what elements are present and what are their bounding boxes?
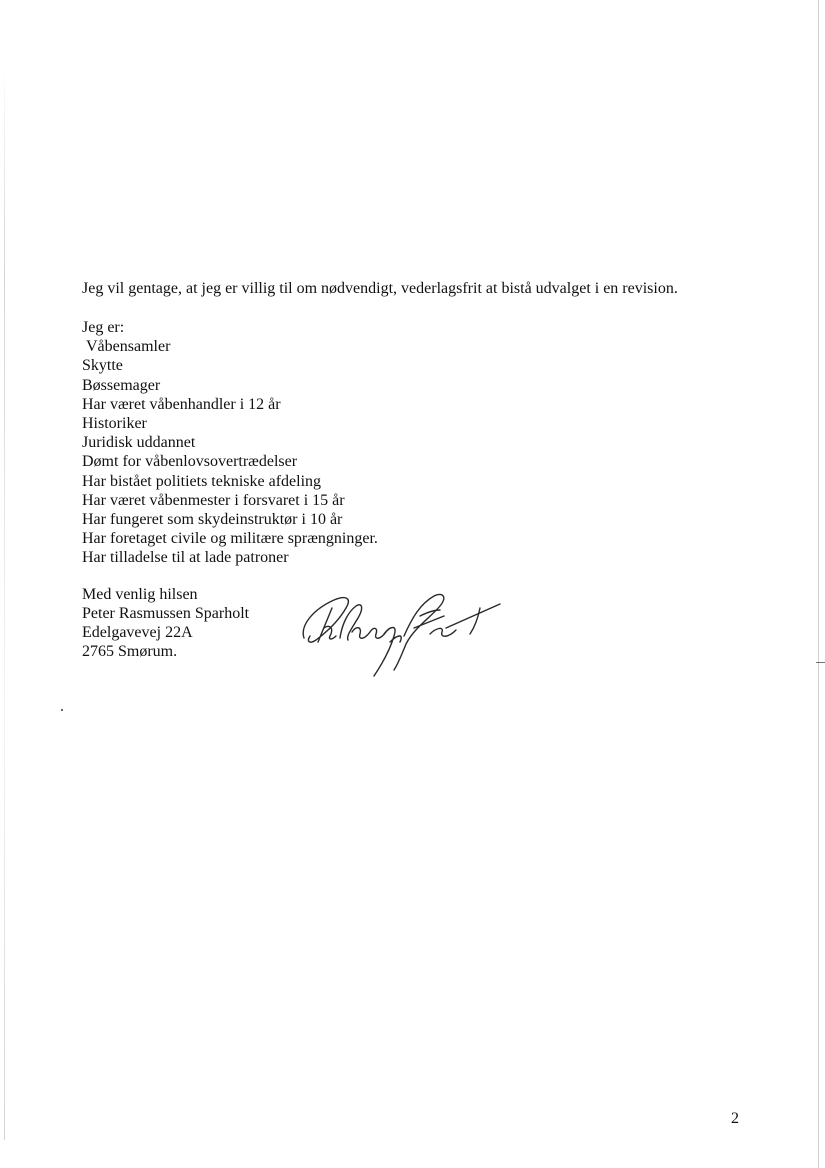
scan-edge-left (4, 60, 5, 1140)
list-item: Har været våbenmester i forsvaret i 15 år (82, 491, 345, 509)
list-item: Skytte (82, 357, 123, 375)
list-item: Historiker (82, 415, 147, 433)
sender-city: 2765 Smørum. (82, 643, 178, 660)
scan-edge-right (818, 0, 819, 1168)
intro-paragraph: Jeg vil gentage, at jeg er villig til om nødvendigt, vederlagsfrit at bistå udvalget i en revision. (82, 280, 678, 297)
list-item: Juridisk uddannet (82, 434, 196, 452)
sender-street: Edelgavevej 22A (82, 624, 193, 641)
list-item: Har fungeret som skydeinstruktør i 10 år (82, 511, 343, 529)
list-item: Våbensamler (86, 338, 171, 356)
list-item: Dømt for våbenlovsovertrædelser (82, 453, 298, 471)
sender-name: Peter Rasmussen Sparholt (82, 605, 250, 622)
list-item: Har foretaget civile og militære sprængninger. (82, 530, 378, 548)
qualifications-list (82, 318, 378, 568)
handwritten-signature (294, 584, 510, 680)
closing-block (82, 585, 249, 661)
page-number: 2 (731, 1110, 739, 1127)
list-item: Har tilladelse til at lade patroner (82, 549, 289, 567)
scan-edge-mark (816, 662, 825, 663)
list-item: Har bistået politiets tekniske afdeling (82, 472, 322, 490)
list-heading: Jeg er: (82, 319, 125, 336)
list-item: Bøssemager (82, 376, 161, 394)
closing-greeting: Med venlig hilsen (82, 586, 198, 603)
scan-speck (61, 709, 63, 711)
list-item: Har været våbenhandler i 12 år (82, 395, 281, 413)
